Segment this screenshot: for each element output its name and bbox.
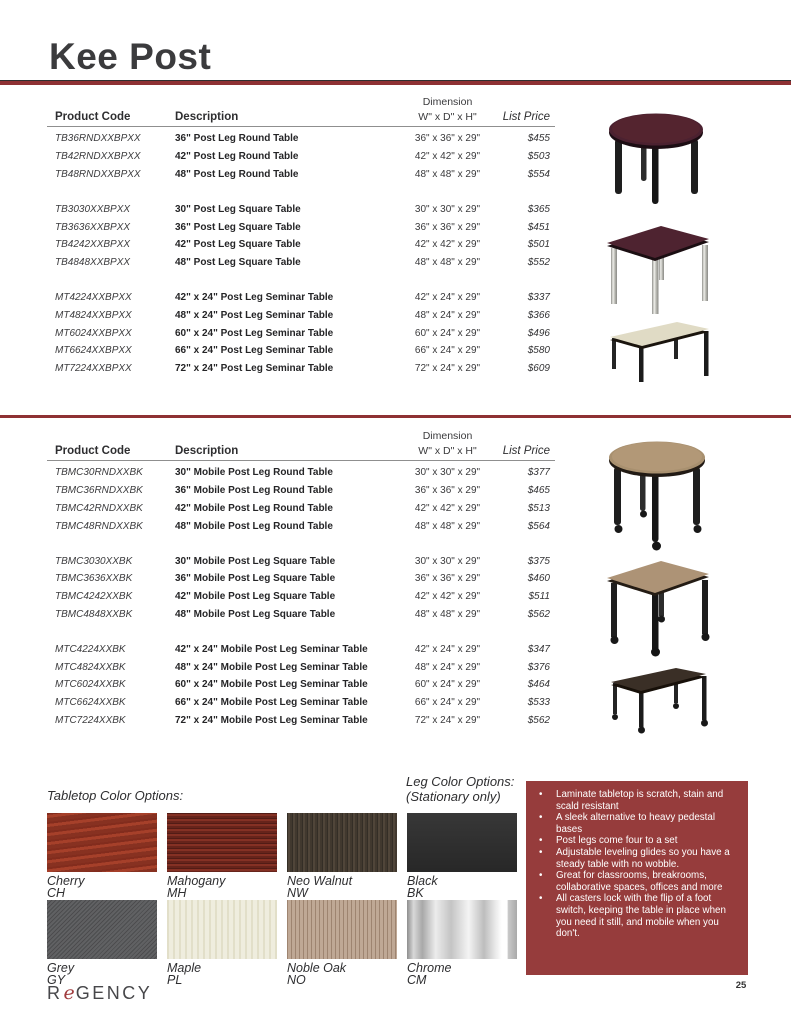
product-code: TB4848XXBPXX [55,257,131,269]
feature-item: • A sleek alternative to heavy pedestal bases [526,812,740,835]
product-price: $496 [527,327,550,339]
swatch-no [287,900,397,986]
product-price: $533 [527,697,550,709]
product-image-mobile-round-table [602,436,712,554]
product-dimension: 42" x 42" x 29" [414,239,481,251]
swatch-code: GY [47,973,66,987]
product-dimension: 48" x 48" x 29" [414,168,481,180]
product-image-round-table [604,108,709,208]
features-box [526,781,748,975]
product-code: MT4824XXBPXX [55,309,132,321]
product-price: $503 [527,151,550,163]
product-group [47,130,555,183]
header-product-code: Product Code [55,111,131,123]
page-title: Kee Post [49,36,212,77]
product-price: $513 [527,502,550,514]
product-description: 48" Mobile Post Leg Round Table [175,520,333,532]
product-code: TB48RNDXXBPXX [55,168,141,180]
table-row [47,200,555,218]
product-price: $464 [527,679,550,691]
product-code: TBMC48RNDXXBK [55,520,143,532]
table-body [47,461,555,729]
product-description: 48" x 24" Mobile Post Leg Seminar Table [175,661,368,673]
product-code: MT6024XXBPXX [55,327,132,339]
table-header [47,430,555,461]
product-dimension: 66" x 24" x 29" [414,345,481,357]
product-price: $455 [527,133,550,145]
product-code: TBMC4848XXBK [55,608,133,620]
product-dimension: 42" x 42" x 29" [414,591,481,603]
swatch-code: MH [167,886,187,900]
swatch-color-ch [47,813,157,872]
product-dimension: 42" x 24" x 29" [414,291,481,303]
product-image-square-table [602,218,714,315]
product-description: 42" x 24" Mobile Post Leg Seminar Table [175,643,368,655]
product-price: $375 [527,555,550,567]
product-description: 48" Mobile Post Leg Square Table [175,608,336,620]
product-description: 42" x 24" Post Leg Seminar Table [175,291,334,303]
product-description: 60" x 24" Post Leg Seminar Table [175,327,334,339]
table-header [47,96,555,127]
product-description: 42" Post Leg Round Table [175,151,299,163]
product-code: TBMC30RNDXXBK [55,467,143,479]
product-description: 42" Post Leg Square Table [175,239,301,251]
product-description: 66" x 24" Mobile Post Leg Seminar Table [175,697,368,709]
product-description: 48" Post Leg Round Table [175,168,299,180]
tabletop-color-options-label: Tabletop Color Options: [47,788,184,803]
product-price: $609 [527,363,550,375]
swatch-code: BK [407,886,424,900]
feature-item: • Laminate tabletop is scratch, stain and scald resistant [526,789,740,812]
swatch-name: Neo Walnut [287,874,353,888]
product-description: 42" Mobile Post Leg Round Table [175,502,333,514]
feature-item: • All casters lock with the flip of a foot switch, keeping the table in place when you need it still, and mobile when you don't. [526,893,740,939]
product-dimension: 36" x 36" x 29" [414,133,481,145]
header-description: Description [175,445,239,457]
product-dimension: 72" x 24" x 29" [414,363,481,375]
stationary-products-table [47,96,555,378]
page-number: 25 [735,980,747,991]
product-dimension: 36" x 36" x 29" [414,485,481,497]
product-group [47,552,555,623]
product-dimension: 36" x 36" x 29" [414,573,481,585]
product-description: 72" x 24" Mobile Post Leg Seminar Table [175,714,368,726]
swatch-color-mh [167,813,277,872]
product-code: TBMC4242XXBK [55,591,133,603]
product-dimension: 30" x 30" x 29" [414,467,481,479]
product-description: 30" Mobile Post Leg Round Table [175,467,333,479]
logo-e-glyph: e [63,982,75,1004]
product-code: TB36RNDXXBPXX [55,133,141,145]
product-price: $511 [528,591,550,603]
product-description: 36" Mobile Post Leg Square Table [175,573,336,585]
swatch-color-pl [167,900,277,959]
table-row [47,306,555,324]
product-price: $465 [527,485,550,497]
product-code: TBMC42RNDXXBK [55,502,143,514]
table-row [47,712,555,730]
table-row [47,464,555,482]
product-price: $564 [527,520,550,532]
table-row [47,570,555,588]
feature-item: • Post legs come four to a set [526,835,740,847]
product-dimension: 60" x 24" x 29" [414,679,481,691]
feature-item: • Great for classrooms, breakrooms, collaborative spaces, offices and more [526,870,740,893]
product-description: 72" x 24" Post Leg Seminar Table [175,363,334,375]
swatch-ch [47,813,157,899]
product-group [47,289,555,378]
table-row [47,342,555,360]
product-dimension: 72" x 24" x 29" [414,714,481,726]
product-code: MT4224XXBPXX [55,291,132,303]
product-description: 48" x 24" Post Leg Seminar Table [175,309,334,321]
swatch-pl [167,900,277,986]
product-image-mobile-square-table [602,553,714,659]
swatch-color-nw [287,813,397,872]
product-dimension: 60" x 24" x 29" [414,327,481,339]
product-description: 30" Post Leg Square Table [175,203,301,215]
header-product-code: Product Code [55,445,131,457]
product-price: $337 [527,291,550,303]
header-dimension: Dimension W" x D" x H" [418,430,477,457]
table-row [47,640,555,658]
section-divider [0,415,791,418]
table-row [47,360,555,378]
product-price: $580 [527,345,550,357]
product-code: MT6624XXBPXX [55,345,132,357]
product-description: 36" Mobile Post Leg Round Table [175,485,333,497]
product-code: TB4242XXBPXX [55,239,131,251]
swatch-color-no [287,900,397,959]
table-row [47,606,555,624]
table-row [47,130,555,148]
product-price: $365 [527,203,550,215]
product-price: $562 [527,608,550,620]
swatch-code: CM [407,973,427,987]
product-dimension: 48" x 48" x 29" [414,257,481,269]
product-code: TBMC36RNDXXBK [55,485,143,497]
swatch-name: Maple [167,961,202,975]
header-description: Description [175,111,239,123]
table-body [47,127,555,378]
product-group [47,200,555,271]
product-dimension: 48" x 48" x 29" [414,520,481,532]
header-dimension: Dimension W" x D" x H" [418,96,477,123]
product-description: 36" Post Leg Round Table [175,133,299,145]
product-dimension: 36" x 36" x 29" [414,221,481,233]
swatch-name: Mahogany [167,874,226,888]
swatch-code: PL [167,973,183,987]
swatch-color-cm [407,900,517,959]
product-dimension: 66" x 24" x 29" [414,697,481,709]
product-code: TBMC3030XXBK [55,555,133,567]
product-description: 36" Post Leg Square Table [175,221,301,233]
product-price: $347 [527,643,550,655]
table-row [47,552,555,570]
product-price: $460 [527,573,550,585]
product-price: $376 [527,661,550,673]
product-dimension: 42" x 42" x 29" [414,502,481,514]
product-price: $554 [527,168,550,180]
product-dimension: 30" x 30" x 29" [414,203,481,215]
table-row [47,500,555,518]
table-row [47,324,555,342]
swatch-color-gy [47,900,157,959]
header-list-price: List Price [502,111,550,123]
table-row [47,218,555,236]
swatch-name: Cherry [47,874,85,888]
product-code: MTC6624XXBK [55,697,126,709]
title-divider [0,80,791,85]
product-code: MT7224XXBPXX [55,363,132,375]
swatch-nw [287,813,397,899]
product-price: $451 [527,221,550,233]
swatch-code: CH [47,886,66,900]
product-dimension: 30" x 30" x 29" [414,555,481,567]
regency-logo: R e GENCY [47,982,153,1004]
product-price: $366 [527,309,550,321]
product-code: MTC7224XXBK [55,714,126,726]
swatch-color-bk [407,813,517,872]
swatch-name: Grey [47,961,75,975]
swatch-bk [407,813,517,899]
product-code: MTC6024XXBK [55,679,126,691]
product-image-seminar-table [604,316,714,388]
swatch-name: Chrome [407,961,452,975]
table-row [47,676,555,694]
product-code: MTC4224XXBK [55,643,126,655]
product-description: 48" Post Leg Square Table [175,257,301,269]
table-row [47,289,555,307]
product-image-mobile-seminar-table [606,662,711,742]
product-code: TB3636XXBPXX [55,221,131,233]
product-price: $552 [527,257,550,269]
product-description: 42" Mobile Post Leg Square Table [175,591,336,603]
table-row [47,166,555,184]
swatch-mh [167,813,277,899]
product-description: 66" x 24" Post Leg Seminar Table [175,345,334,357]
table-row [47,517,555,535]
table-row [47,236,555,254]
feature-item: • Adjustable leveling glides so you have a steady table with no wobble. [526,847,740,870]
product-price: $562 [527,714,550,726]
product-code: TBMC3636XXBK [55,573,133,585]
swatch-name: Noble Oak [287,961,347,975]
table-row [47,148,555,166]
product-dimension: 48" x 48" x 29" [414,608,481,620]
table-row [47,254,555,272]
features-list [526,789,740,940]
product-group [47,464,555,535]
header-list-price: List Price [502,445,550,457]
product-dimension: 48" x 24" x 29" [414,309,481,321]
product-price: $501 [527,239,550,251]
product-dimension: 48" x 24" x 29" [414,661,481,673]
product-code: TB42RNDXXBPXX [55,151,141,163]
table-row [47,658,555,676]
color-swatch-grid [47,813,539,987]
leg-color-options-label: Leg Color Options: (Stationary only) [406,774,515,804]
product-code: TB3030XXBPXX [55,203,131,215]
swatch-code: NW [287,886,308,900]
swatch-cm [407,900,517,986]
swatch-code: NO [287,973,306,987]
swatch-name: Black [407,874,438,888]
swatch-gy [47,900,157,986]
product-dimension: 42" x 42" x 29" [414,151,481,163]
mobile-products-table [47,430,555,729]
table-row [47,694,555,712]
product-description: 60" x 24" Mobile Post Leg Seminar Table [175,679,368,691]
product-description: 30" Mobile Post Leg Square Table [175,555,336,567]
table-row [47,482,555,500]
product-price: $377 [527,467,550,479]
product-group [47,640,555,729]
table-row [47,588,555,606]
product-dimension: 42" x 24" x 29" [414,643,481,655]
product-code: MTC4824XXBK [55,661,126,673]
